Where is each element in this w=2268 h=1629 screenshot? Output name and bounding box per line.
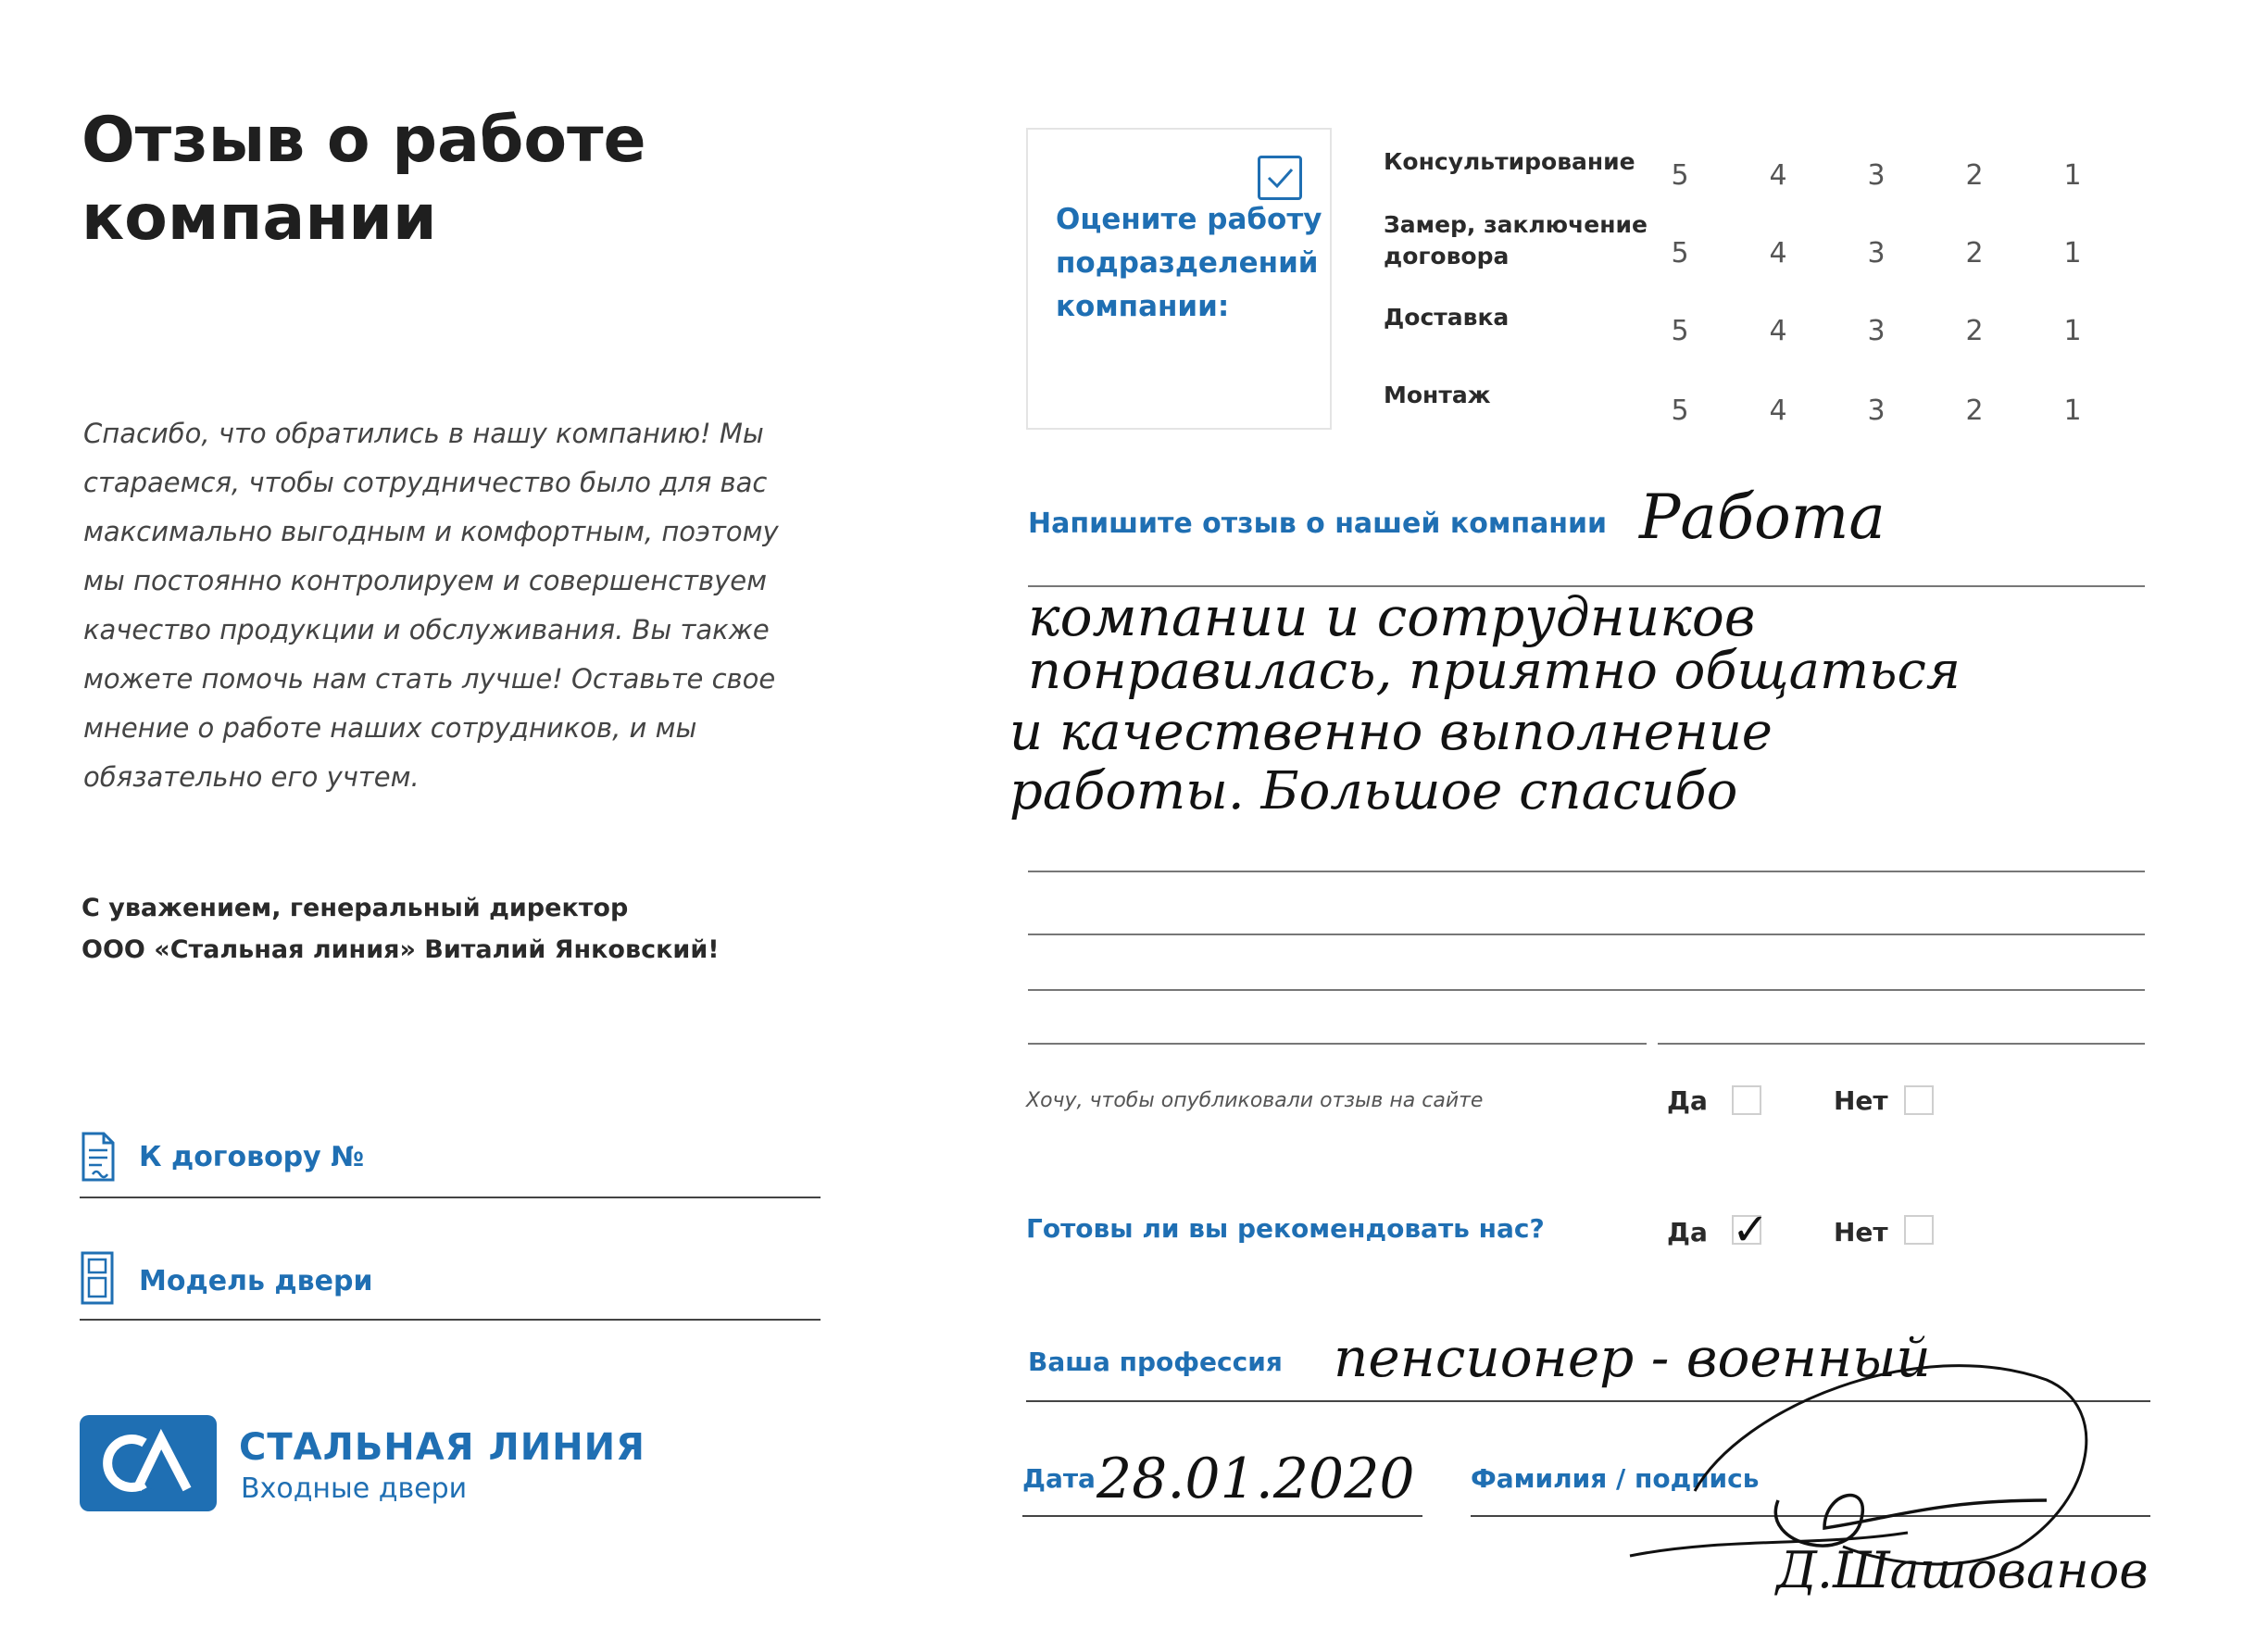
category-label: Доставка xyxy=(1384,304,1510,331)
review-handwritten-line: Работа xyxy=(1639,482,1886,553)
logo-name: СТАЛЬНАЯ ЛИНИЯ xyxy=(239,1426,645,1469)
door-model-label: Модель двери xyxy=(139,1265,373,1297)
score-option[interactable]: 5 xyxy=(1671,315,1689,347)
date-label: Дата xyxy=(1022,1463,1096,1494)
publish-yes-checkbox[interactable] xyxy=(1732,1085,1761,1115)
signature-line-1: С уважением, генеральный директор xyxy=(81,894,629,922)
category-label: Замер, заключение договора xyxy=(1384,211,1648,269)
review-line[interactable] xyxy=(1028,585,2145,587)
score-option[interactable]: 4 xyxy=(1769,395,1787,427)
profession-label: Ваша профессия xyxy=(1028,1347,1283,1377)
recommend-yes-label: Да xyxy=(1667,1217,1708,1247)
contract-label: К договору № xyxy=(139,1141,365,1173)
rating-prompt: Оцените работу подразделений компании: xyxy=(1056,203,1322,323)
door-model-field[interactable] xyxy=(80,1319,821,1321)
score-option[interactable]: 2 xyxy=(1965,315,1984,347)
signature-name: Д.Шашованов xyxy=(1776,1541,2149,1599)
review-line[interactable] xyxy=(1028,934,2145,935)
review-handwritten-line: компании и сотрудников xyxy=(1028,585,1756,648)
recommend-yes-checkbox[interactable] xyxy=(1732,1204,1770,1256)
review-line[interactable] xyxy=(1028,989,2145,991)
review-label: Напишите отзыв о нашей компании xyxy=(1028,507,1608,540)
director-signature xyxy=(81,887,822,971)
review-line[interactable] xyxy=(1028,871,2145,872)
score-option[interactable]: 3 xyxy=(1867,237,1886,269)
document-icon xyxy=(80,1132,117,1182)
review-handwritten-line: и качественно выполнение xyxy=(1009,702,1773,762)
score-option[interactable]: 4 xyxy=(1769,237,1787,269)
review-line[interactable] xyxy=(1658,1043,2145,1045)
recommend-question: Готовы ли вы рекомендовать нас? xyxy=(1026,1213,1545,1244)
date-value: 28.01.2020 xyxy=(1096,1447,1415,1511)
door-icon xyxy=(80,1250,117,1306)
score-option[interactable]: 5 xyxy=(1671,159,1689,192)
review-line[interactable] xyxy=(1028,1043,1647,1045)
check-mark-icon: ✓ xyxy=(1732,1204,1770,1256)
page-title: Отзыв о работе компании xyxy=(81,104,646,255)
profession-value: пенсионер - военный xyxy=(1334,1326,1931,1389)
recommend-no-label: Нет xyxy=(1834,1217,1888,1247)
score-option[interactable]: 1 xyxy=(2063,315,2082,347)
checkbox-icon xyxy=(1258,156,1302,200)
category-label: Монтаж xyxy=(1384,382,1491,408)
publish-no-checkbox[interactable] xyxy=(1904,1085,1934,1115)
score-option[interactable]: 2 xyxy=(1965,395,1984,427)
publish-yes-label: Да xyxy=(1667,1085,1708,1116)
score-option[interactable]: 1 xyxy=(2063,395,2082,427)
intro-text: Спасибо, что обратились в нашу компанию! Мы стараемся, чтобы сотрудничество было для вас максимально выгодным и комфортным, поэтому мы постоянно контролируем и совершенствуем качество продукции и обслуживания. Вы также можете помочь нам стать лучше! Оставьте свое мнение о работе наших сотрудников, и мы обязательно его учтем. xyxy=(83,418,779,793)
category-label: Консультирование xyxy=(1384,148,1635,175)
score-option[interactable]: 4 xyxy=(1769,315,1787,347)
logo-subtitle: Входные двери xyxy=(241,1472,468,1505)
publish-no-label: Нет xyxy=(1834,1085,1888,1116)
score-option[interactable]: 2 xyxy=(1965,237,1984,269)
contract-field[interactable] xyxy=(80,1197,821,1198)
logo-mark-icon xyxy=(80,1415,217,1511)
score-option[interactable]: 4 xyxy=(1769,159,1787,192)
review-handwritten-line: работы. Большое спасибо xyxy=(1009,761,1738,821)
score-option[interactable]: 5 xyxy=(1671,237,1689,269)
date-field[interactable] xyxy=(1022,1515,1422,1517)
score-option[interactable]: 1 xyxy=(2063,159,2082,192)
publish-question: Хочу, чтобы опубликовали отзыв на сайте xyxy=(1026,1089,1484,1112)
signature-line-2: ООО «Стальная линия» Виталий Янковский! xyxy=(81,935,720,964)
score-option[interactable]: 5 xyxy=(1671,395,1689,427)
score-option[interactable]: 1 xyxy=(2063,237,2082,269)
company-logo xyxy=(80,1415,217,1511)
review-handwritten-line: понравилась, приятно общаться xyxy=(1028,641,1961,701)
score-option[interactable]: 3 xyxy=(1867,159,1886,192)
score-option[interactable]: 2 xyxy=(1965,159,1984,192)
score-option[interactable]: 3 xyxy=(1867,395,1886,427)
recommend-no-checkbox[interactable] xyxy=(1904,1215,1934,1245)
signature-label: Фамилия / подпись xyxy=(1471,1463,1760,1494)
score-option[interactable]: 3 xyxy=(1867,315,1886,347)
